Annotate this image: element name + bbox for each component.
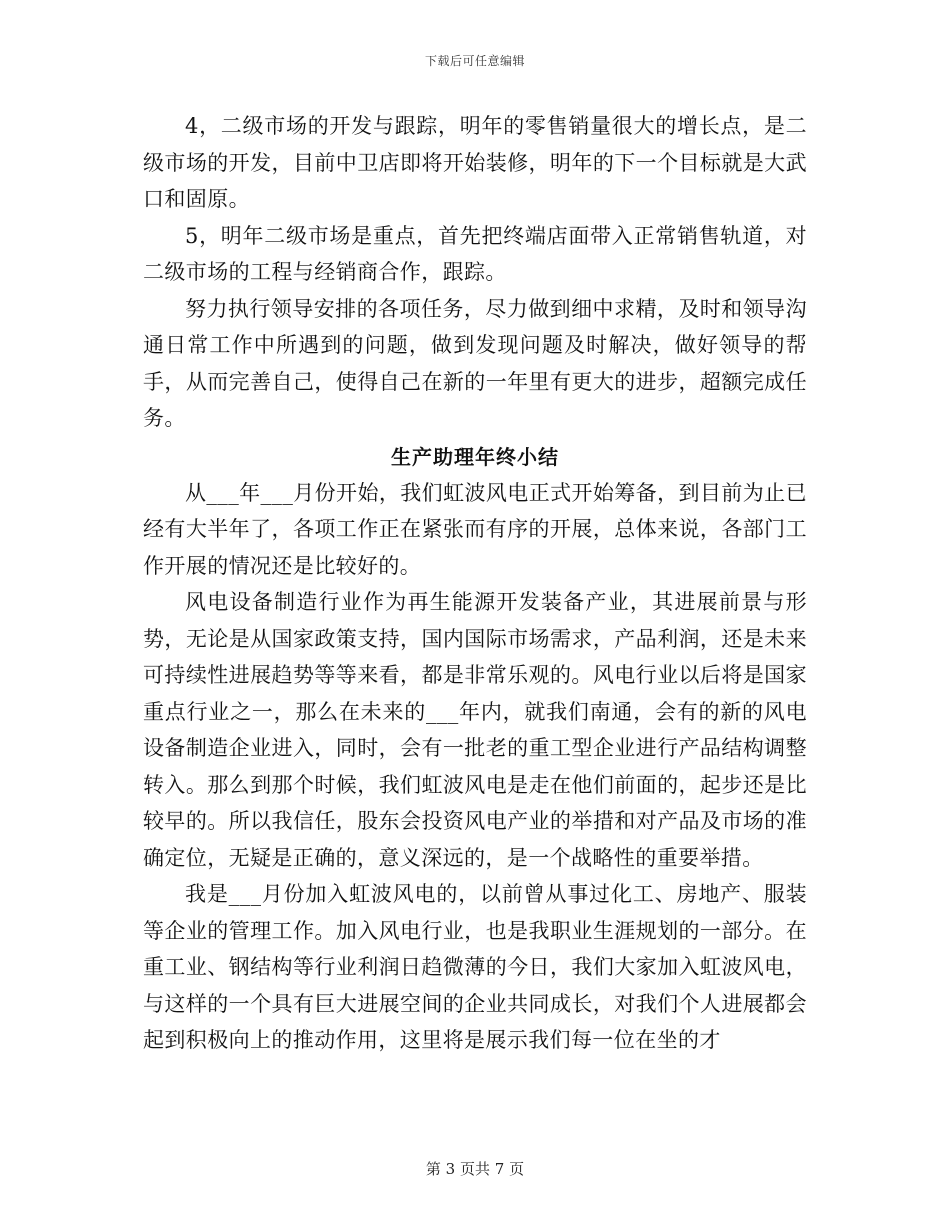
- document-body: [143, 108, 807, 1059]
- paragraph-preparation: 从___年___月份开始，我们虹波风电正式开始筹备，到目前为止已经有大半年了，各项工作正在紧张而有序的开展，总体来说，各部门工作开展的情况还是比较好的。: [143, 480, 807, 578]
- paragraph-market-development: 4，二级市场的开发与跟踪，明年的零售销量很大的增长点，是二级市场的开发，目前中卫店即将开始装修，明年的下一个目标就是大武口和固原。: [143, 114, 807, 211]
- paragraph-secondary-market: 5，明年二级市场是重点，首先把终端店面带入正常销售轨道，对二级市场的工程与经销商合作，跟踪。: [143, 223, 807, 284]
- paragraph-work-commitment: 努力执行领导安排的各项任务，尽力做到细中求精，及时和领导沟通日常工作中所遇到的问题，做到发现问题及时解决，做好领导的帮手，从而完善自己，使得自己在新的一年里有更大的进步，超额完成任务。: [143, 296, 807, 430]
- paragraph-industry-outlook: 风电设备制造行业作为再生能源开发装备产业，其进展前景与形势，无论是从国家政策支持，国内国际市场需求，产品利润，还是未来可持续性进展趋势等等来看，都是非常乐观的。风电行业以后将是国家重点行业之一，那么在未来的___年内，就我们南通，会有的新的风电设备制造企业进入，同时，会有一批老的重工型企业进行产品结构调整转入。那么到那个时候，我们虹波风电是走在他们前面的，起步还是比较早的。所以我信任，股东会投资风电产业的举措和对产品及市场的准确定位，无疑是正确的，意义深远的，是一个战略性的重要举措。: [143, 590, 807, 870]
- section-title: 生产助理年终小结: [391, 444, 559, 469]
- paragraph-personal-experience: 我是___月份加入虹波风电的，以前曾从事过化工、房地产、服装等企业的管理工作。加入风电行业，也是我职业生涯规划的一部分。在重工业、钢结构等行业利润日趋微薄的今日，我们大家加入虹波风电，与这样的一个具有巨大进展空间的企业共同成长，对我们个人进展都会起到积极向上的推动作用，这里将是展示我们每一位在坐的才: [143, 882, 807, 1052]
- page-number: 第 3 页共 7 页: [425, 1160, 525, 1178]
- page-header: 下载后可任意编辑: [424, 54, 525, 68]
